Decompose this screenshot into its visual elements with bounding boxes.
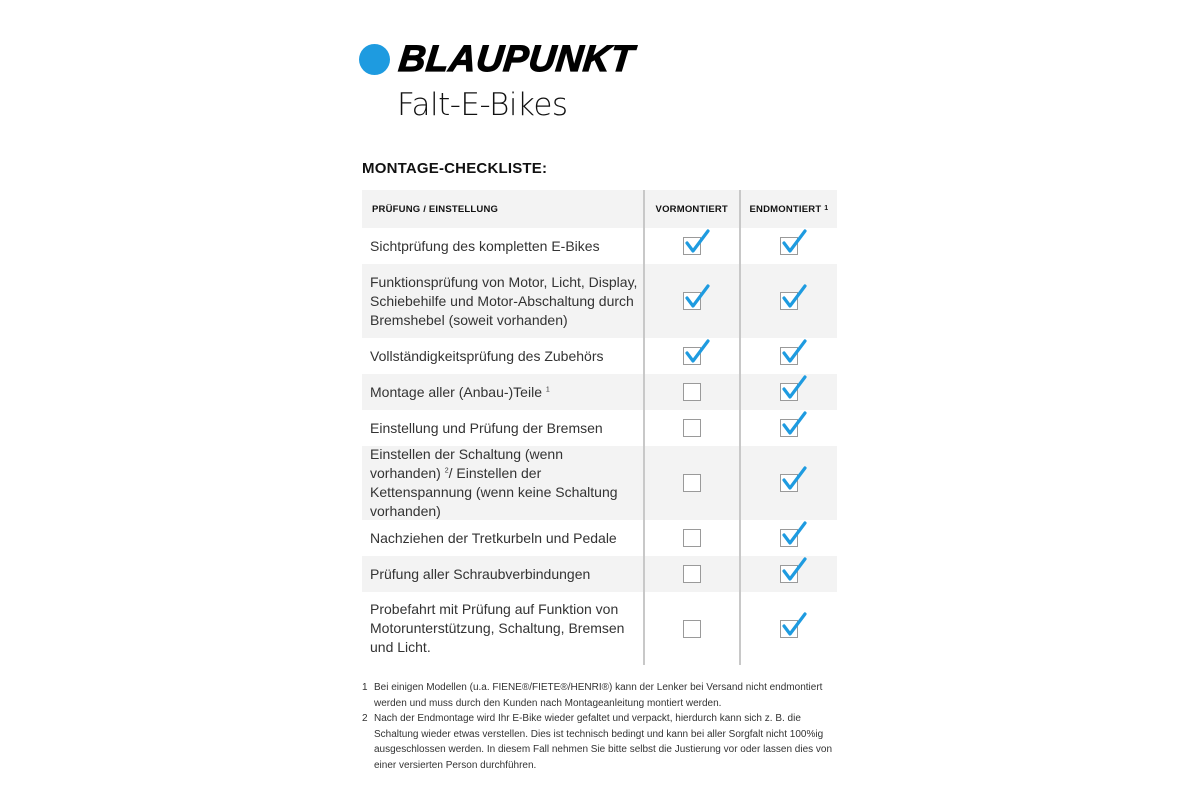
table-row bbox=[362, 264, 837, 338]
logo-dot-icon bbox=[359, 44, 390, 75]
row-label: Funktionsprüfung von Motor, Licht, Display, Schiebehilfe und Motor-Abschaltung durch Bremshebel (soweit vorhanden) bbox=[370, 273, 638, 328]
cell-endmontiert bbox=[741, 592, 837, 665]
row-label bbox=[362, 374, 643, 410]
cell-vormontiert bbox=[645, 338, 739, 374]
cell-vormontiert bbox=[645, 410, 739, 446]
checkbox-vormontiert[interactable] bbox=[683, 292, 701, 310]
checkbox-vormontiert[interactable] bbox=[683, 237, 701, 255]
checkbox-vormontiert[interactable] bbox=[683, 419, 701, 437]
row-label: Sichtprüfung des kompletten E-Bikes bbox=[370, 237, 600, 254]
checkbox-vormontiert[interactable] bbox=[683, 565, 701, 583]
table-row bbox=[362, 338, 837, 374]
row-label: Nachziehen der Tretkurbeln und Pedale bbox=[370, 529, 617, 546]
footnote-text: Nach der Endmontage wird Ihr E-Bike wieder gefaltet und verpackt, hierdurch kann sich z. B. die Schaltung wieder etwas verstellen. Dies ist technisch bedingt und kann bei aller Sorgfalt nicht 100%ig ausgeschlossen werden. In diesem Fall nehmen Sie bitte selbst die Justierung vor oder lassen dies von einer versierten Person durchführen. bbox=[374, 713, 833, 771]
checkbox-vormontiert[interactable] bbox=[683, 347, 701, 365]
header-endmontiert: ENDMONTIERT 1 bbox=[749, 203, 829, 215]
row-label: Einstellung und Prüfung der Bremsen bbox=[370, 419, 603, 436]
checklist-table bbox=[362, 190, 837, 665]
cell-endmontiert bbox=[741, 446, 837, 520]
footnote-text: Bei einigen Modellen (u.a. FIENE®/FIETE®/HENRI®) kann der Lenker bei Versand nicht endmontiert werden und muss durch den Kunden nach Montageanleitung montiert werden. bbox=[374, 682, 823, 709]
footnotes bbox=[362, 680, 842, 773]
brand-logo bbox=[359, 38, 636, 79]
page-subtitle: Falt-E-Bikes bbox=[397, 87, 568, 123]
cell-endmontiert bbox=[741, 228, 837, 264]
checkbox-vormontiert[interactable] bbox=[683, 474, 701, 492]
logo-text: BLAUPUNKT bbox=[396, 38, 636, 79]
cell-vormontiert bbox=[645, 228, 739, 264]
footnote bbox=[362, 680, 842, 711]
cell-vormontiert bbox=[645, 446, 739, 520]
header-vormontiert: VORMONTIERT bbox=[655, 203, 728, 215]
cell-endmontiert bbox=[741, 338, 837, 374]
checkbox-endmontiert[interactable] bbox=[780, 419, 798, 437]
footnote-number: 2 bbox=[362, 713, 368, 724]
cell-vormontiert bbox=[645, 520, 739, 556]
cell-endmontiert bbox=[741, 520, 837, 556]
checkbox-endmontiert[interactable] bbox=[780, 474, 798, 492]
table-row bbox=[362, 520, 837, 556]
cell-endmontiert bbox=[741, 374, 837, 410]
footnote-ref: 1 bbox=[545, 385, 550, 393]
row-label: Probefahrt mit Prüfung auf Funktion von Motorunterstützung, Schaltung, Bremsen und Licht. bbox=[370, 601, 625, 655]
section-title: MONTAGE-CHECKLISTE: bbox=[362, 160, 548, 177]
checkbox-endmontiert[interactable] bbox=[780, 620, 798, 638]
cell-vormontiert bbox=[645, 556, 739, 592]
header-pruefung: PRÜFUNG / EINSTELLUNG bbox=[372, 203, 499, 215]
row-label-wrap: Einstellen der Schaltung (wenn vorhanden) $^2$/ Einstellen der Kettenspannung (wenn keine Schaltung vorhanden) bbox=[370, 446, 618, 519]
checkbox-vormontiert[interactable] bbox=[683, 620, 701, 638]
cell-vormontiert bbox=[645, 374, 739, 410]
table-row bbox=[362, 556, 837, 592]
row-label-wrap: Montage aller (Anbau-)Teile $^1$ bbox=[370, 383, 550, 400]
table-row bbox=[362, 446, 837, 520]
checkbox-vormontiert[interactable] bbox=[683, 529, 701, 547]
checkbox-vormontiert[interactable] bbox=[683, 383, 701, 401]
table-row bbox=[362, 592, 837, 665]
checkbox-endmontiert[interactable] bbox=[780, 292, 798, 310]
footnote bbox=[362, 711, 842, 773]
table-header-row bbox=[362, 190, 837, 228]
cell-endmontiert bbox=[741, 264, 837, 338]
checkbox-endmontiert[interactable] bbox=[780, 347, 798, 365]
table-row bbox=[362, 374, 837, 410]
table-row bbox=[362, 410, 837, 446]
checkbox-endmontiert[interactable] bbox=[780, 383, 798, 401]
cell-vormontiert bbox=[645, 264, 739, 338]
row-label-suffix: / Einstellen der Kettenspannung (wenn keine Schaltung vorhanden) bbox=[370, 465, 618, 519]
checkbox-endmontiert[interactable] bbox=[780, 237, 798, 255]
footnote-number: 1 bbox=[362, 682, 368, 693]
checkbox-endmontiert[interactable] bbox=[780, 565, 798, 583]
cell-endmontiert bbox=[741, 410, 837, 446]
table-row bbox=[362, 228, 837, 264]
row-label: Vollständigkeitsprüfung des Zubehörs bbox=[370, 347, 604, 364]
row-label bbox=[362, 446, 643, 520]
row-label: Prüfung aller Schraubverbindungen bbox=[370, 565, 591, 582]
cell-endmontiert bbox=[741, 556, 837, 592]
checkbox-endmontiert[interactable] bbox=[780, 529, 798, 547]
cell-vormontiert bbox=[645, 592, 739, 665]
footnote-ref: 2 bbox=[444, 467, 449, 475]
